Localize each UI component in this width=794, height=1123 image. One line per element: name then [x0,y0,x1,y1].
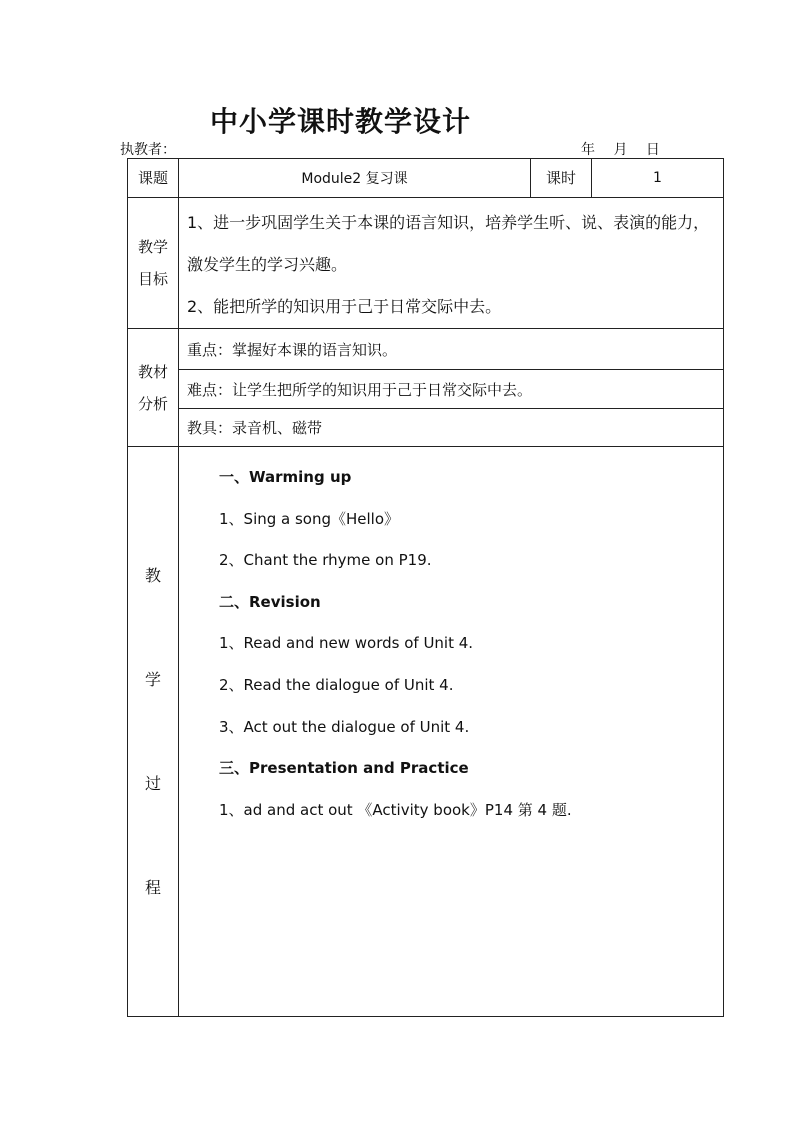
page-title: 中小学课时教学设计 [210,105,472,138]
process-label [128,447,179,1017]
lesson-plan-table [127,158,724,1017]
topic-row [128,159,724,198]
period-value: 1 [592,159,724,198]
teacher-label: 执教者： [120,142,176,158]
process-label-char-2: 学 [144,669,161,689]
date-label: 年 月 日 [581,142,660,158]
analysis-label-line2: 分析 [137,394,168,413]
difficulty-row [128,370,724,409]
objectives-label [128,198,179,329]
process-label-char-4: 程 [144,877,161,897]
analysis-label [128,329,179,447]
process-step: 2、Chant the rhyme on P19. [219,551,432,570]
objective-2: 2、能把所学的知识用于己于日常交际中去。 [187,297,502,316]
process-step: 2、Read the dialogue of Unit 4. [219,675,454,694]
objective-1: 1、进一步巩固学生关于本课的语言知识，培养学生听、说、表演的能力，激发学生的学习兴趣。 [187,213,710,274]
objectives-row [128,198,724,329]
topic-label: 课题 [128,159,179,198]
process-content [179,447,724,1017]
key-point-row [128,329,724,370]
objectives-content [179,198,724,329]
objectives-label-line2: 目标 [137,270,168,288]
key-point: 重点：掌握好本课的语言知识。 [179,329,724,370]
process-step: 1、ad and act out 《Activity book》P14 第 4 题. [219,800,572,819]
topic-value: Module2 复习课 [179,159,531,198]
process-label-char-3: 过 [144,773,161,793]
process-step: 1、Sing a song《Hello》 [219,509,400,528]
teaching-tools: 教具：录音机、磁带 [179,409,724,447]
period-label: 课时 [531,159,592,198]
process-step: 3、Act out the dialogue of Unit 4. [219,717,470,736]
tools-row [128,409,724,447]
process-label-char-1: 教 [144,565,161,585]
analysis-label-line1: 教材 [137,362,168,381]
section-heading-presentation: 三、Presentation and Practice [219,759,469,778]
objectives-label-line1: 教学 [137,238,168,256]
process-row [128,447,724,1017]
section-heading-revision: 二、Revision [219,592,321,611]
process-step: 1、Read and new words of Unit 4. [219,634,474,653]
section-heading-warming-up: 一、Warming up [219,468,352,486]
difficulty: 难点：让学生把所学的知识用于己于日常交际中去。 [179,370,724,409]
